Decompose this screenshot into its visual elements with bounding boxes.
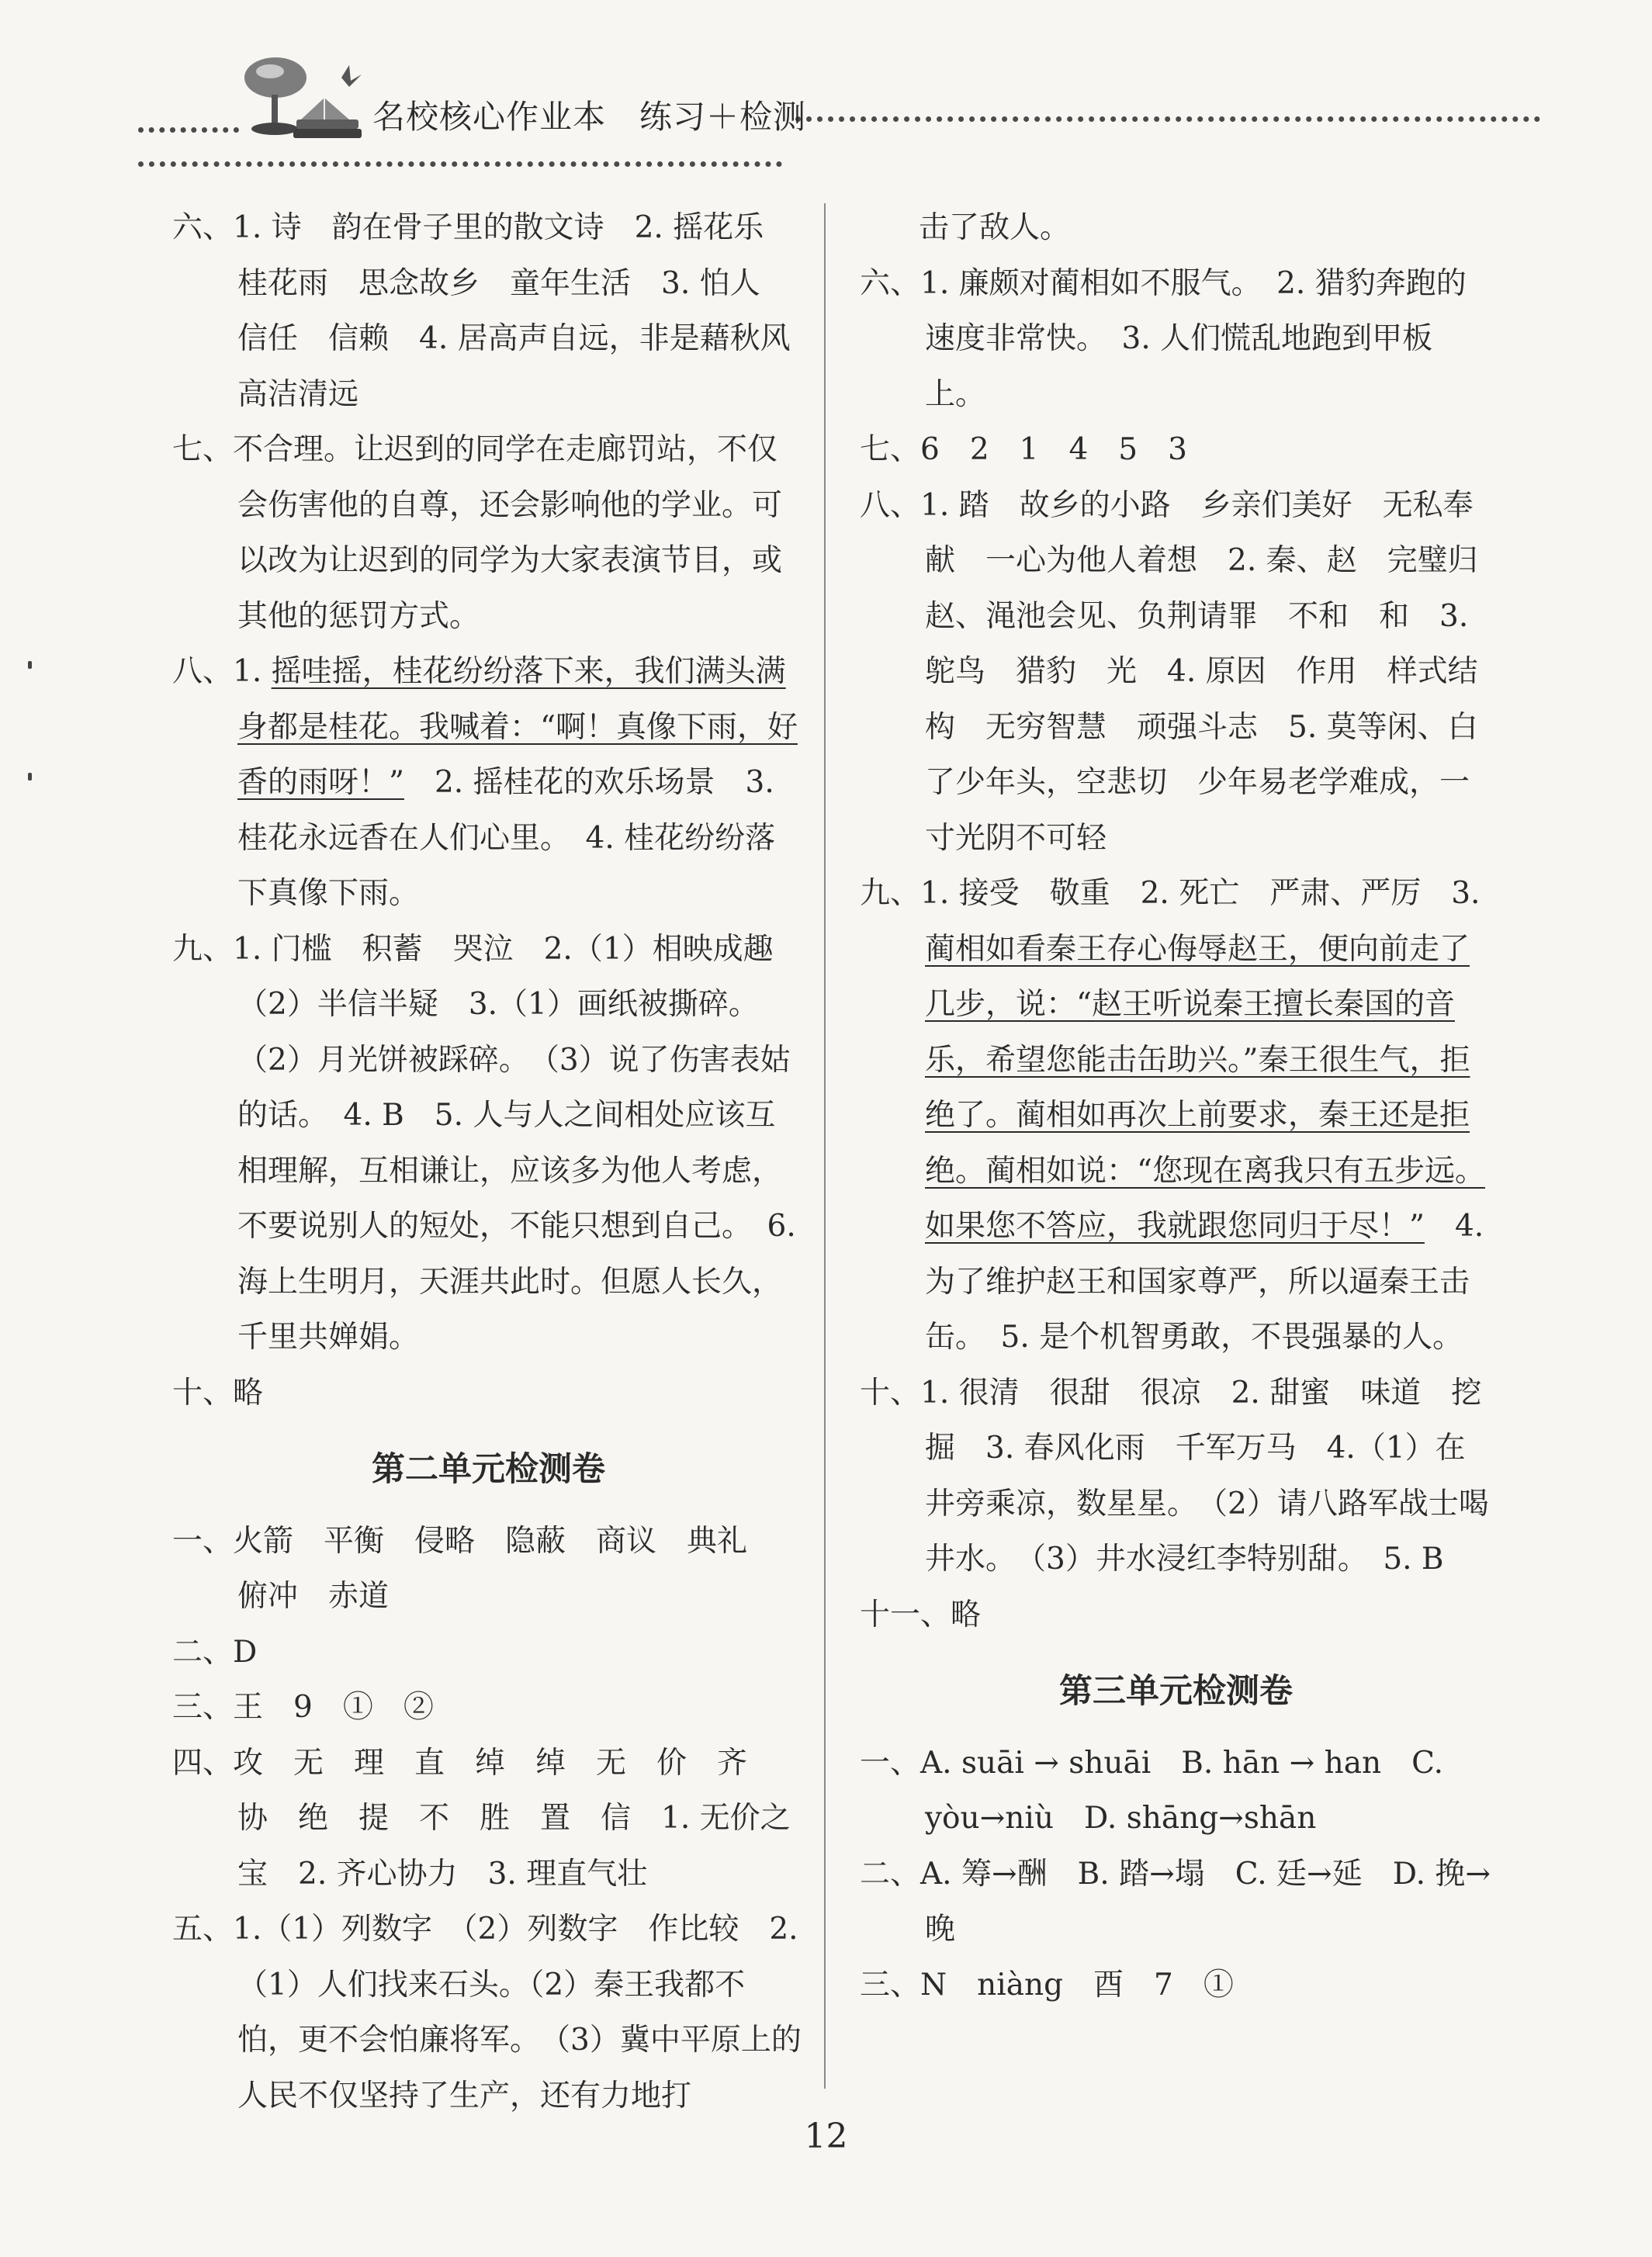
header-dots-bottom [138,161,782,167]
answer-item: 二、D [172,1634,258,1670]
answer-item: 六、1. 诗 韵在骨子里的散文诗 2. 摇花乐 桂花雨 思念故乡 童年生活 3. 怕人 信任 信赖 4. 居高声自远，非是藉秋风 高洁清远 [172,210,821,412]
answer-item: 五、1.（1）列数字 （2）列数字 作比较 2.（1）人们找来石头。（2）秦王我都不怕，更不会怕廉将军。 （3）冀中平原上的人民不仅坚持了生产，还有力地打 [172,1912,802,2113]
answer-item: 十、1. 很清 很甜 很凉 2. 甜蜜 味道 挖掘 3. 春风化雨 千军万马 4.（1）在井旁乘凉，数星星。 （2）请八路军战士喝井水。 （3）井水浸红李特别甜。 5. B [860,1375,1489,1577]
answer-item: 九、1. 接受 敬重 2. 死亡 严肃、严厉 3. 蔺相如看秦王存心侮辱赵王，便向前走了几步，说：“赵王听说秦王擅长秦国的音乐，希望您能击缶助兴。”秦王很生气，拒绝了。蔺相如再次上前要求，秦王还是拒绝。蔺相如说：“您现在离我只有五步远。如果您不答应，我就跟您同归于尽！” 4. 为了维护赵王和国家尊严，所以逼秦王击缶。 5. 是个机智勇敢，不畏强暴的人。 [860,876,1485,1355]
answer-column-left [172,200,821,2124]
answer-item: 七、6 2 1 4 5 3 [860,432,1187,467]
answer-item: 三、王 9 ① ② [172,1690,434,1725]
header-dots-right [795,116,1540,122]
answer-item: 十、略 [172,1375,264,1411]
section-title: 第二单元检测卷 [372,1450,605,1489]
answer-item: 二、A. 筹→酬 B. 踏→塌 C. 廷→延 D. 挽→晚 [860,1856,1491,1947]
margin-mark [28,773,32,781]
answer-item: 六、1. 廉颇对蔺相如不服气。 2. 猎豹奔跑的速度非常快。 3. 人们慌乱地跑到甲板上。 [860,265,1467,412]
lamp-and-books-icon [233,54,365,147]
section-title: 第三单元检测卷 [1059,1672,1293,1711]
answer-item: 一、火箭 平衡 侵略 隐蔽 商议 典礼 俯冲 赤道 [172,1523,778,1614]
answer-column-right [860,200,1492,2013]
page-header [0,0,1652,186]
answer-item: 四、攻 无 理 直 绰 绰 无 价 齐 协 绝 提 不 胜 置 信 1. 无价之宝 2. 齐心协力 3. 理直气壮 [172,1745,791,1892]
header-title: 名校核心作业本 练习＋检测 [372,98,807,136]
column-divider [824,203,826,2089]
answer-item: 十一、略 [860,1597,982,1632]
page-number: 12 [804,2117,848,2156]
answer-item: 八、1. 踏 故乡的小路 乡亲们美好 无私奉献 一心为他人着想 2. 秦、赵 完璧归赵、渑池会见、负荆请罪 不和 和 3. 鸵鸟 猎豹 光 4. 原因 作用 样式结构 无穷智慧 顽强斗志 5. 莫等闲、白了少年头，空悲切 少年易老学难成，一寸光阴不可轻 [860,487,1478,856]
answer-item: 三、N niàng 酉 7 ① [860,1967,1234,2003]
margin-mark [28,661,32,669]
answer-item: 一、A. suāi → shuāi B. hān → han C. yòu→niù D. shāng→shān [860,1745,1444,1836]
header-dots-left [138,127,239,133]
underlined-answer: 蔺相如看秦王存心侮辱赵王，便向前走了几步，说：“赵王听说秦王擅长秦国的音乐，希望您能击缶助兴。”秦王很生气，拒绝了。蔺相如再次上前要求，秦王还是拒绝。蔺相如说：“您现在离我只有五步远。如果您不答应，我就跟您同归于尽！” [925,931,1485,1244]
answer-item: 七、不合理。让迟到的同学在走廊罚站，不仅会伤害他的自尊，还会影响他的学业。可以改为让迟到的同学为大家表演节目，或其他的惩罚方式。 [172,432,783,634]
answer-item: 九、1. 门槛 积蓄 哭泣 2.（1）相映成趣（2）半信半疑 3.（1）画纸被撕碎。（2）月光饼被踩碎。 （3）说了伤害表姑的话。 4. B 5. 人与人之间相处应该互相理解，互相谦让，应该多为他人考虑，不要说别人的短处，不能只想到自己。 6. 海上生明月，天涯共此时。但愿人长久，千里共婵娟。 [172,931,796,1355]
underlined-answer: 摇哇摇，桂花纷纷落下来，我们满头满身都是桂花。我喊着：“啊！真像下雨，好香的雨呀！” [237,654,798,800]
answer-item: 八、1. 摇哇摇，桂花纷纷落下来，我们满头满身都是桂花。我喊着：“啊！真像下雨，好香的雨呀！” 2. 摇桂花的欢乐场景 3. 桂花永远香在人们心里。 4. 桂花纷纷落下真像下雨。 [172,654,798,911]
answer-item-continued: 击了敌人。 [919,210,1071,245]
